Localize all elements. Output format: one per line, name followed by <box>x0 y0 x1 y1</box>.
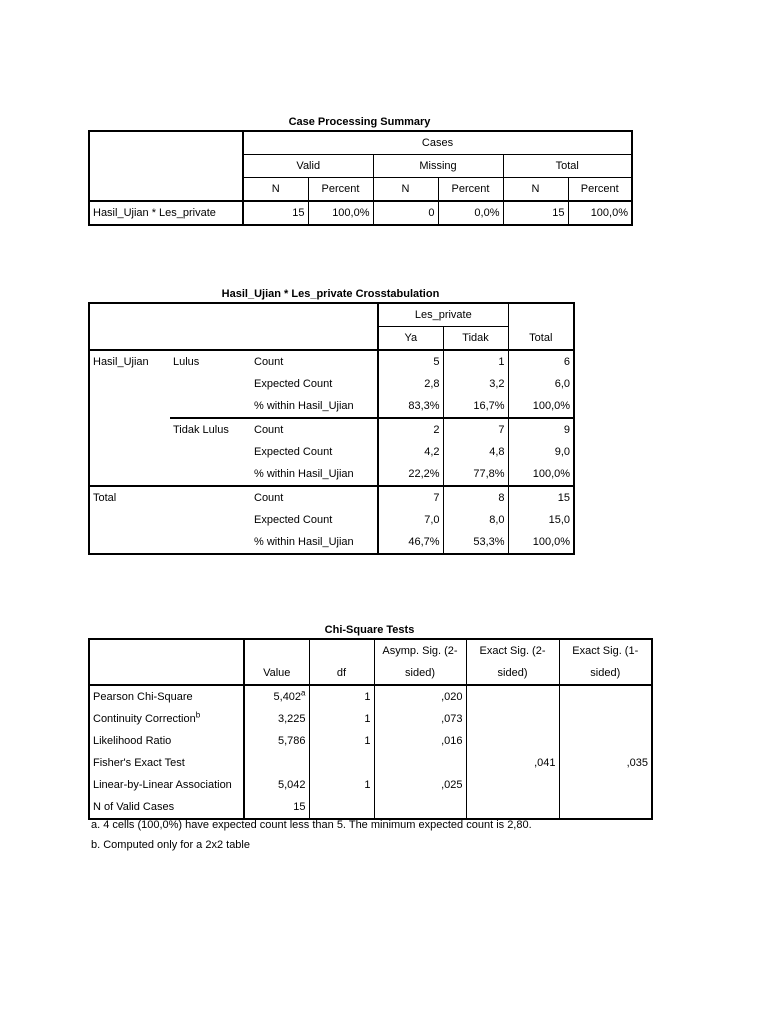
row-group-label: Tidak Lulus <box>173 424 229 436</box>
value-text: 5,402 <box>273 691 302 703</box>
label-text: Continuity Correction <box>93 713 196 725</box>
crosstabulation-table <box>88 302 575 555</box>
test-label: Likelihood Ratio <box>89 730 244 752</box>
asymp-cell <box>374 752 466 774</box>
data-cell: 100,0% <box>568 201 632 225</box>
asymp-sig-header-line2: sided) <box>374 662 466 685</box>
chi-square-tests-table <box>88 638 653 820</box>
chi-square-title: Chi-Square Tests <box>324 624 415 636</box>
empty-cell <box>89 418 170 441</box>
data-cell: 9 <box>508 418 574 441</box>
data-cell: 1 <box>443 350 508 373</box>
exact-sig-1-header-line2: sided) <box>559 662 652 685</box>
data-cell: 2 <box>378 418 443 441</box>
column-group-header: Les_private <box>378 303 508 327</box>
value-cell <box>244 752 309 774</box>
empty-cell <box>170 531 251 554</box>
data-cell: 100,0% <box>508 531 574 554</box>
asymp-cell <box>374 796 466 819</box>
data-cell: 100,0% <box>308 201 373 225</box>
exact1-cell <box>559 685 652 708</box>
sub-header: Percent <box>308 178 373 202</box>
data-cell: 46,7% <box>378 531 443 554</box>
df-cell <box>309 796 374 819</box>
empty-cell <box>170 373 251 395</box>
empty-cell <box>170 463 251 486</box>
exact2-cell <box>466 774 559 796</box>
data-cell: 7 <box>443 418 508 441</box>
data-cell: 53,3% <box>443 531 508 554</box>
stat-label: % within Hasil_Ujian <box>251 463 378 486</box>
exact-sig-2-header: Exact Sig. (2- <box>466 639 559 662</box>
data-cell: 0 <box>373 201 438 225</box>
test-label: Linear-by-Linear Association <box>89 774 244 796</box>
stat-label: % within Hasil_Ujian <box>251 531 378 554</box>
empty-header <box>309 639 374 662</box>
empty-cell <box>89 463 170 486</box>
cases-header: Cases <box>243 131 632 155</box>
corner-cell <box>508 303 574 327</box>
stat-label: Expected Count <box>254 514 333 526</box>
corner-cell <box>89 155 243 178</box>
data-cell: 7 <box>378 486 443 509</box>
data-cell: 77,8% <box>443 463 508 486</box>
row-label: Hasil_Ujian * Les_private <box>89 201 243 225</box>
df-header: df <box>309 662 374 685</box>
footnote-marker: a <box>301 688 306 698</box>
exact1-cell <box>559 708 652 730</box>
test-label: Fisher's Exact Test <box>89 752 244 774</box>
stat-label: % within Hasil_Ujian <box>251 395 378 418</box>
df-cell: 1 <box>309 685 374 708</box>
data-cell: 8 <box>443 486 508 509</box>
column-header: Ya <box>378 327 443 351</box>
total-row-label: Total <box>89 486 170 509</box>
asymp-cell: ,020 <box>374 685 466 708</box>
data-cell: 22,2% <box>378 463 443 486</box>
test-label <box>89 708 244 730</box>
sub-header: Percent <box>438 178 503 202</box>
exact1-cell <box>559 730 652 752</box>
footnote-b: b. Computed only for a 2x2 table <box>91 839 250 851</box>
data-cell: 4,2 <box>378 441 443 463</box>
column-header: Tidak <box>443 327 508 351</box>
data-cell: 2,8 <box>378 373 443 395</box>
empty-cell <box>89 509 170 531</box>
data-cell: 9,0 <box>508 441 574 463</box>
stat-label: Count <box>254 356 284 368</box>
data-cell: 15,0 <box>508 509 574 531</box>
empty-cell <box>170 441 251 463</box>
column-header: Total <box>508 327 574 351</box>
exact2-cell <box>466 730 559 752</box>
empty-cell <box>89 531 170 554</box>
data-cell: 83,3% <box>378 395 443 418</box>
case-processing-summary-table <box>88 130 633 226</box>
asymp-cell: ,025 <box>374 774 466 796</box>
group-header-valid: Valid <box>243 155 373 178</box>
data-cell: 0,0% <box>438 201 503 225</box>
exact-sig-1-header: Exact Sig. (1- <box>559 639 652 662</box>
row-group-label: Lulus <box>173 356 200 368</box>
value-cell: 5,786 <box>244 730 309 752</box>
empty-cell <box>89 395 170 418</box>
group-header-missing: Missing <box>373 155 503 178</box>
row-variable-label: Hasil_Ujian <box>89 350 170 373</box>
exact1-cell <box>559 796 652 819</box>
exact2-cell <box>466 796 559 819</box>
asymp-cell: ,073 <box>374 708 466 730</box>
exact2-cell <box>466 708 559 730</box>
data-cell: 7,0 <box>378 509 443 531</box>
corner-cell <box>89 178 243 202</box>
corner-cell <box>89 639 244 662</box>
corner-cell <box>89 303 378 327</box>
sub-header: N <box>243 178 308 202</box>
test-label: Pearson Chi-Square <box>89 685 244 708</box>
stat-label: Count <box>254 424 284 436</box>
sub-header: Percent <box>568 178 632 202</box>
data-cell: 4,8 <box>443 441 508 463</box>
data-cell: 15 <box>508 486 574 509</box>
df-cell: 1 <box>309 730 374 752</box>
stat-label: Expected Count <box>254 378 333 390</box>
group-header-total: Total <box>503 155 632 178</box>
data-cell: 15 <box>243 201 308 225</box>
corner-cell <box>89 131 243 155</box>
exact-sig-2-header-line2: sided) <box>466 662 559 685</box>
corner-cell <box>89 327 378 351</box>
empty-cell <box>89 373 170 395</box>
df-cell: 1 <box>309 708 374 730</box>
stat-label: Expected Count <box>254 446 333 458</box>
value-header: Value <box>244 662 309 685</box>
data-cell: 6,0 <box>508 373 574 395</box>
exact2-cell: ,041 <box>466 752 559 774</box>
value-cell: 15 <box>244 796 309 819</box>
empty-cell <box>170 509 251 531</box>
exact2-cell <box>466 685 559 708</box>
sub-header: N <box>373 178 438 202</box>
data-cell: 6 <box>508 350 574 373</box>
corner-cell <box>89 662 244 685</box>
df-cell: 1 <box>309 774 374 796</box>
df-cell <box>309 752 374 774</box>
empty-cell <box>89 441 170 463</box>
value-cell: 5,042 <box>244 774 309 796</box>
sub-header: N <box>503 178 568 202</box>
stat-label: Count <box>254 492 284 504</box>
data-cell: 8,0 <box>443 509 508 531</box>
empty-cell <box>170 395 251 418</box>
data-cell: 5 <box>378 350 443 373</box>
footnote-marker: b <box>195 710 201 720</box>
data-cell: 100,0% <box>508 463 574 486</box>
empty-cell <box>170 486 251 509</box>
value-cell: 3,225 <box>244 708 309 730</box>
asymp-cell: ,016 <box>374 730 466 752</box>
value-cell <box>244 685 309 708</box>
data-cell: 16,7% <box>443 395 508 418</box>
test-label: N of Valid Cases <box>89 796 244 819</box>
exact1-cell: ,035 <box>559 752 652 774</box>
empty-header <box>244 639 309 662</box>
asymp-sig-header: Asymp. Sig. (2- <box>374 639 466 662</box>
exact1-cell <box>559 774 652 796</box>
data-cell: 100,0% <box>508 395 574 418</box>
footnote-a: a. 4 cells (100,0%) have expected count less than 5. The minimum expected count is 2,80. <box>91 819 532 831</box>
crosstab-title: Hasil_Ujian * Les_private Crosstabulation <box>221 288 440 300</box>
data-cell: 15 <box>503 201 568 225</box>
data-cell: 3,2 <box>443 373 508 395</box>
case-summary-title: Case Processing Summary <box>288 116 431 128</box>
